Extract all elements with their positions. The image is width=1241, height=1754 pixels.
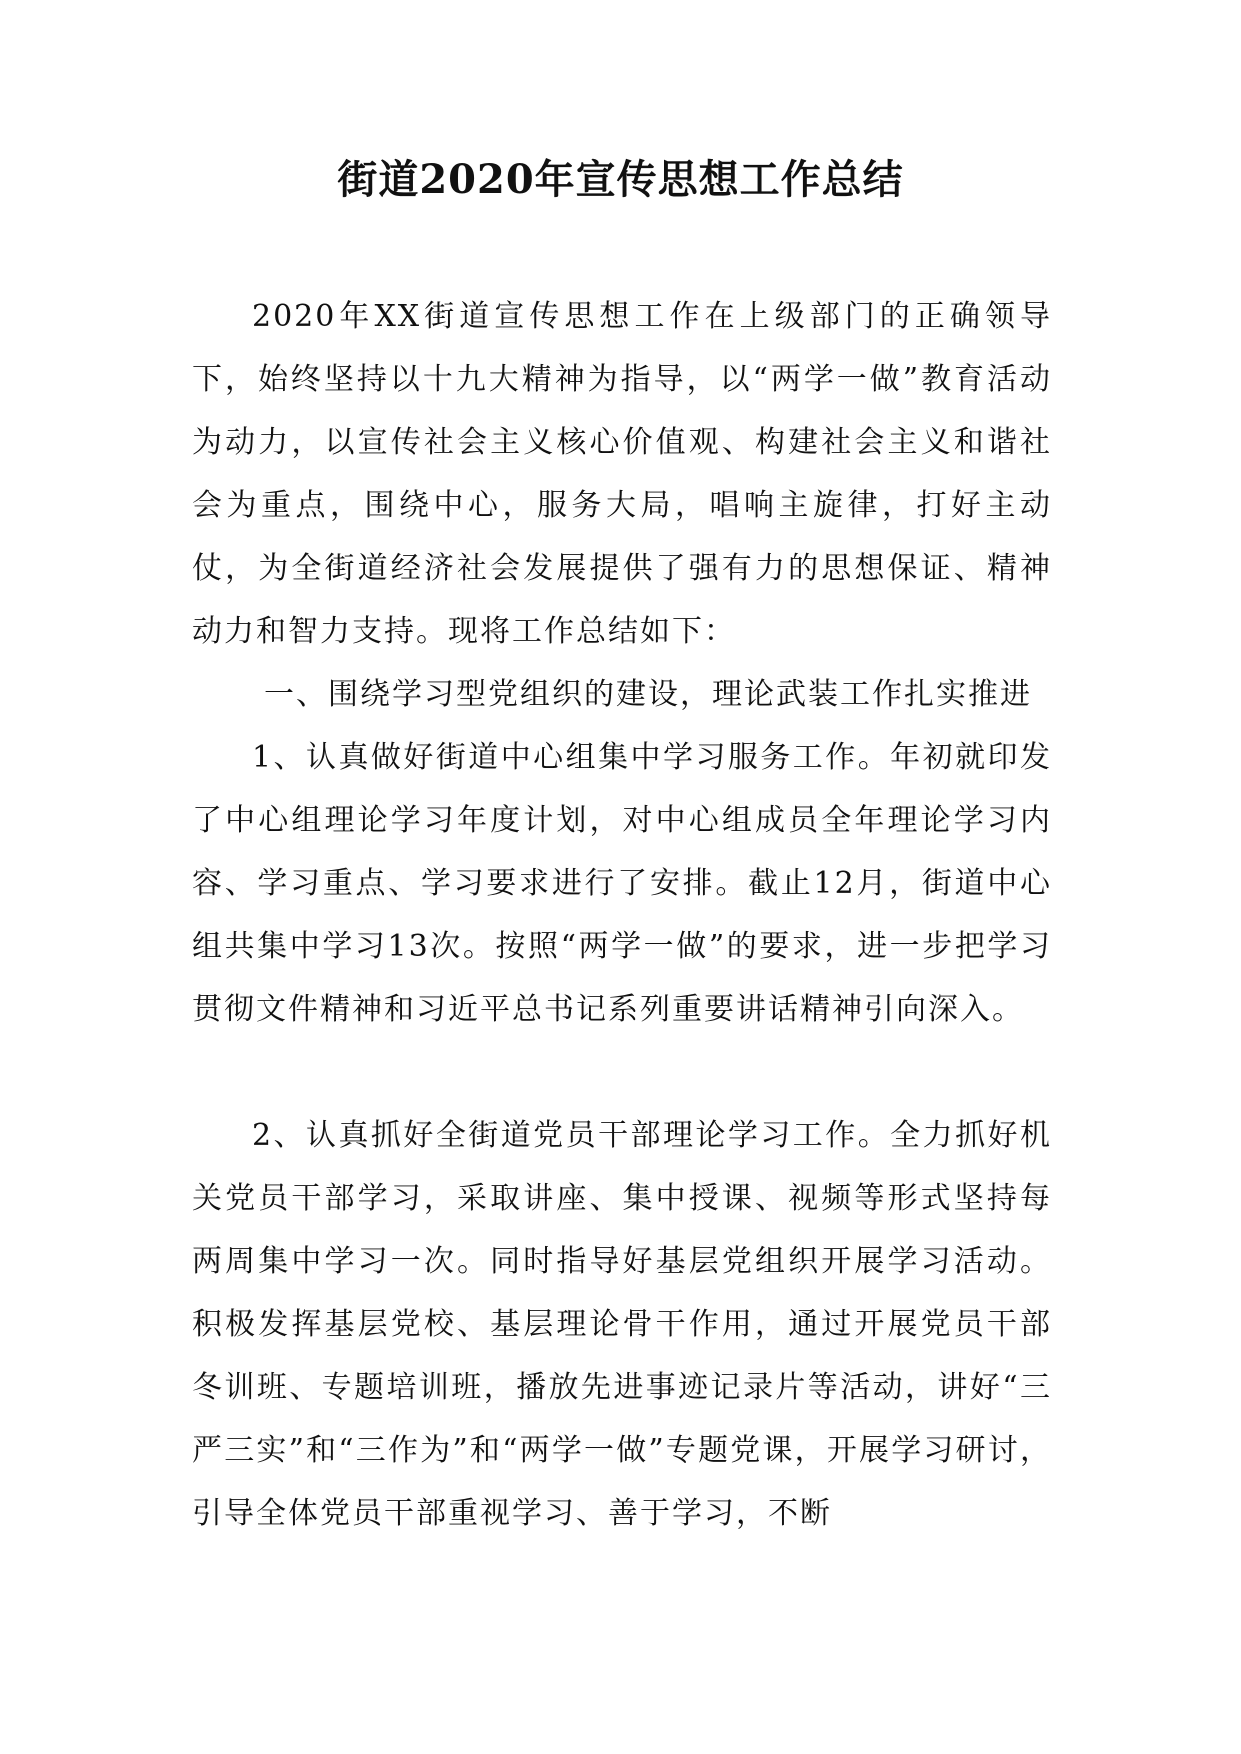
- item-paragraph-1: 1、认真做好街道中心组集中学习服务工作。年初就印发了中心组理论学习年度计划，对中心组成员全年理论学习内容、学习重点、学习要求进行了安排。截止12月，街道中心组共集中学习13次。按照“两学一做”的要求，进一步把学习贯彻文件精神和习近平总书记系列重要讲话精神引向深入。: [192, 740, 1052, 1027]
- intro-paragraph: 2020年XX街道宣传思想工作在上级部门的正确领导下，始终坚持以十九大精神为指导，以“两学一做”教育活动为动力，以宣传社会主义核心价值观、构建社会主义和谐社会为重点，围绕中心，服务大局，唱响主旋律，打好主动仗，为全街道经济社会发展提供了强有力的思想保证、精神动力和智力支持。现将工作总结如下：: [192, 299, 1052, 649]
- document-title: 街道2020年宣传思想工作总结: [337, 156, 904, 203]
- item-paragraph-2: 2、认真抓好全街道党员干部理论学习工作。全力抓好机关党员干部学习，采取讲座、集中授课、视频等形式坚持每两周集中学习一次。同时指导好基层党组织开展学习活动。积极发挥基层党校、基层理论骨干作用，通过开展党员干部冬训班、专题培训班，播放先进事迹记录片等活动，讲好“三严三实”和“三作为”和“两学一做”专题党课，开展学习研讨，引导全体党员干部重视学习、善于学习，不断: [192, 1118, 1052, 1531]
- section-heading-1: 一、围绕学习型党组织的建设，理论武装工作扎实推进: [264, 677, 1032, 712]
- paragraph-spacer: [192, 1041, 1052, 1104]
- document-body: [192, 285, 1052, 1545]
